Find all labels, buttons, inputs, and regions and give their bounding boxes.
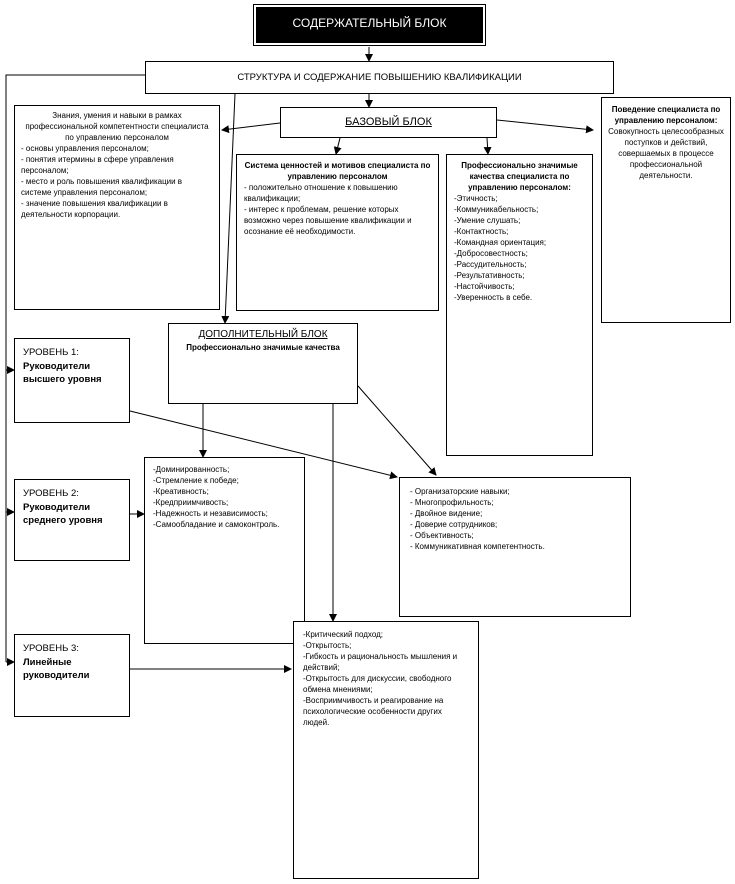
- qualities-item: -Командная ориентация;: [454, 238, 547, 247]
- dominance-item: -Доминированность;: [153, 465, 230, 474]
- dominance-item: -Самообладание и самоконтроль.: [153, 520, 280, 529]
- level-2-block: [14, 479, 130, 561]
- behavior-title: Поведение специалиста по управлению персоналом:: [611, 105, 721, 125]
- arrow-additional-to-organizer: [358, 386, 436, 475]
- behavior-text: Совокупность целесообразных поступков и действий, совершаемых в процессе профессиональной деятельности.: [608, 127, 724, 180]
- qualities-item: -Добросовестность;: [454, 249, 528, 258]
- values-title: Система ценностей и мотивов специалиста по управлению персоналом: [244, 161, 431, 181]
- dominance-item: -Стремление к победе;: [153, 476, 239, 485]
- qualities-item: -Этичность;: [454, 194, 498, 203]
- organizer-item: - Многопрофильность;: [410, 498, 494, 507]
- values-item: - положительно отношение к повышению квалификации;: [244, 183, 398, 203]
- organizer-item: - Доверие сотрудников;: [410, 520, 498, 529]
- critical-item: -Восприимчивость и реагирование на психологические особенности других людей.: [303, 696, 444, 727]
- dominance-item: -Креативность;: [153, 487, 209, 496]
- knowledge-item: - понятия итермины в сфере управления персоналом;: [21, 155, 174, 175]
- arrow-base-to-knowledge: [222, 123, 280, 130]
- base-block: [280, 107, 497, 138]
- level-1-label: УРОВЕНЬ 1:: [23, 347, 79, 358]
- knowledge-block: [14, 105, 220, 310]
- qualities-block: [446, 154, 593, 456]
- critical-item: -Открытость для дискуссии, свободного обмена мнениями;: [303, 674, 452, 694]
- values-block: [236, 154, 439, 311]
- qualities-title: Профессионально значимые качества специалиста по управлению персоналом:: [461, 161, 578, 192]
- qualities-item: -Коммуникабельность;: [454, 205, 539, 214]
- additional-block: [168, 323, 358, 404]
- values-item: - интерес к проблемам, решение которых возможно через повышение квалификации и осознание её необходимости.: [244, 205, 412, 236]
- header-content-block: СОДЕРЖАТЕЛЬНЫЙ БЛОК: [256, 7, 483, 43]
- level-1-block: [14, 338, 130, 423]
- level-3-title: Линейные руководители: [23, 657, 90, 681]
- level-3-block: [14, 634, 130, 717]
- additional-title: Профессионально значимые качества: [186, 343, 340, 352]
- qualities-item: -Результативность;: [454, 271, 525, 280]
- organizer-item: - Коммуникативная компетентность.: [410, 542, 545, 551]
- arrow-base-to-behavior: [497, 120, 593, 130]
- arrow-structure-to-additional: [225, 94, 235, 323]
- level-2-label: УРОВЕНЬ 2:: [23, 488, 79, 499]
- critical-item: -Открытость;: [303, 641, 352, 650]
- dominance-item: -Кредприимчивость;: [153, 498, 229, 507]
- arrow-base-to-values: [336, 138, 340, 154]
- organizer-block: [399, 477, 631, 617]
- level-1-title: Руководители высшего уровня: [23, 361, 102, 385]
- knowledge-item: - место и роль повышения квалификации в системе управления персоналом;: [21, 177, 183, 197]
- qualities-item: -Настойчивость;: [454, 282, 515, 291]
- knowledge-item: - основы управления персоналом;: [21, 144, 149, 153]
- additional-label: ДОПОЛНИТЕЛЬНЫЙ БЛОК: [198, 329, 328, 340]
- critical-item: -Гибкость и рациональность мышления и действий;: [303, 652, 458, 672]
- knowledge-item: - значение повышения квалификации в деятельности корпорации.: [21, 199, 168, 219]
- level-3-label: УРОВЕНЬ 3:: [23, 643, 79, 654]
- qualities-item: -Рассудительность;: [454, 260, 527, 269]
- organizer-item: - Двойное видение;: [410, 509, 483, 518]
- arrow-base-to-qualities: [487, 138, 488, 154]
- structure-block: СТРУКТУРА И СОДЕРЖАНИЕ ПОВЫШЕНИЮ КВАЛИФИКАЦИИ: [145, 61, 614, 94]
- critical-item: -Критический подход;: [303, 630, 383, 639]
- base-block-label: БАЗОВЫЙ БЛОК: [345, 116, 432, 128]
- knowledge-title: Знания, умения и навыки в рамках профессиональной компетентности специалиста по управлению персоналом: [25, 111, 209, 142]
- qualities-item: -Уверенность в себе.: [454, 293, 533, 302]
- organizer-item: - Организаторские навыки;: [410, 487, 510, 496]
- level-2-title: Руководители среднего уровня: [23, 502, 103, 526]
- qualities-item: -Умение слушать;: [454, 216, 521, 225]
- qualities-item: -Контактность;: [454, 227, 509, 236]
- dominance-block: [144, 457, 305, 644]
- behavior-block: [601, 97, 731, 323]
- organizer-item: - Объективность;: [410, 531, 474, 540]
- critical-block: [293, 621, 479, 879]
- dominance-item: -Надежность и независимость;: [153, 509, 268, 518]
